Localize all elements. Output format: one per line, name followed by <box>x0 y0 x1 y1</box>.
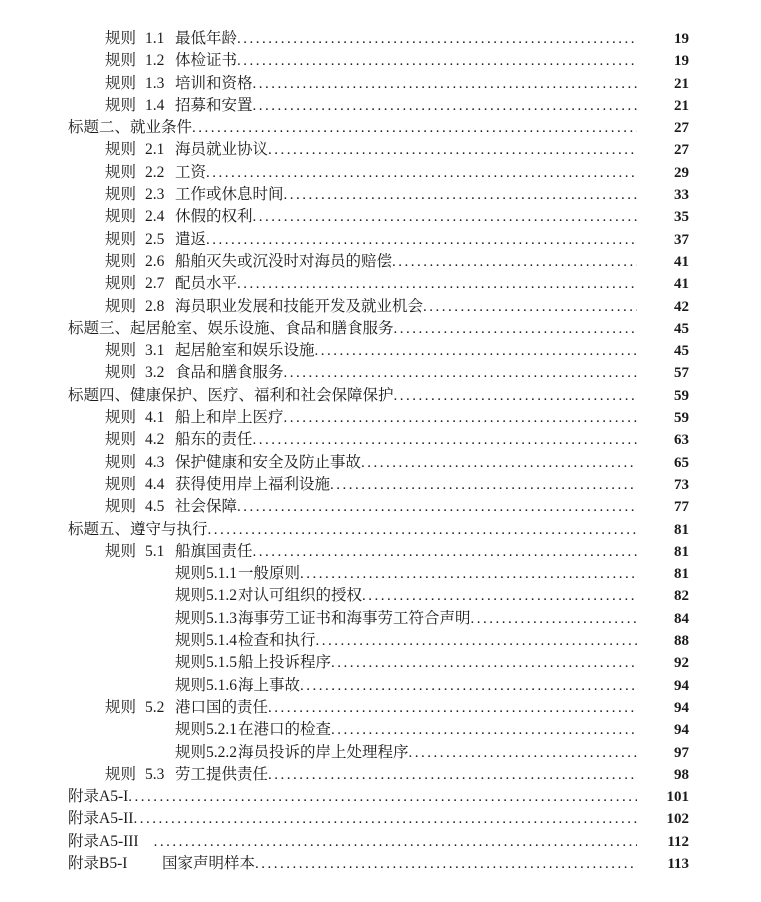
rule-label: 规则5.1.5 <box>175 654 238 672</box>
entry-title: 检查和执行 <box>238 632 316 650</box>
page-number: 27 <box>674 120 689 137</box>
rule-label: 规则 <box>105 186 137 204</box>
toc-row <box>0 717 761 739</box>
page-number: 98 <box>674 766 689 783</box>
rule-label: 规则 <box>105 698 137 716</box>
page-number: 81 <box>674 543 689 560</box>
dot-leader <box>253 208 637 226</box>
rule-label: 规则5.1.4 <box>175 632 238 650</box>
dot-leader <box>206 231 637 249</box>
toc-row <box>0 405 761 427</box>
toc-row <box>0 383 761 405</box>
entry-title: 劳工提供责任 <box>175 765 269 783</box>
dot-leader <box>208 521 637 539</box>
page-number: 65 <box>674 454 689 471</box>
page-number: 45 <box>674 343 689 360</box>
toc-row <box>0 695 761 717</box>
dot-leader <box>133 810 637 828</box>
dot-leader <box>237 275 637 293</box>
entry-title: 附录A5-II <box>68 810 134 828</box>
rule-number: 4.3 <box>145 453 165 471</box>
rule-label: 规则 <box>105 364 137 382</box>
toc-row <box>0 673 761 695</box>
dot-leader <box>394 320 637 338</box>
entry-title: 培训和资格 <box>175 74 253 92</box>
entry-title: 休假的权利 <box>175 208 253 226</box>
entry-title: 标题三、起居舱室、娱乐设施、食品和膳食服务 <box>68 319 394 337</box>
entry-title: 标题二、就业条件 <box>68 119 193 137</box>
rule-label: 规则 <box>105 30 137 47</box>
entry-title: 海事劳工证书和海事劳工符合声明 <box>238 609 471 627</box>
page-number: 81 <box>674 521 689 538</box>
page-number: 92 <box>674 655 689 672</box>
dot-leader <box>253 543 637 561</box>
page-number: 19 <box>674 53 689 70</box>
page-number: 63 <box>674 432 689 449</box>
dot-leader <box>362 587 637 605</box>
toc-row <box>0 316 761 338</box>
rule-label: 规则5.2.1 <box>175 721 238 739</box>
rule-label: 规则 <box>105 765 137 783</box>
page-number: 81 <box>674 566 689 583</box>
toc-row <box>0 271 761 293</box>
entry-title: 在港口的检查 <box>238 721 332 739</box>
rule-label: 规则 <box>105 297 137 315</box>
dot-leader <box>253 431 637 449</box>
page-number: 59 <box>674 387 689 404</box>
entry-title: 获得使用岸上福利设施 <box>175 475 331 493</box>
entry-title: 船舶灭失或沉没时对海员的赔偿 <box>175 252 393 270</box>
dot-leader <box>315 342 637 360</box>
dot-leader <box>268 766 637 784</box>
rule-number: 4.1 <box>145 409 165 427</box>
entry-title: 标题五、遵守与执行 <box>68 520 208 538</box>
page-number: 101 <box>666 789 689 806</box>
entry-title: 船旗国责任 <box>175 542 253 560</box>
page-number: 19 <box>674 31 689 47</box>
entry-title: 招募和安置 <box>175 96 253 114</box>
rule-number: 3.1 <box>145 342 165 360</box>
entry-title: 起居舱室和娱乐设施 <box>175 342 315 360</box>
entry-title: 船上投诉程序 <box>238 654 332 672</box>
rule-label: 规则 <box>105 453 137 471</box>
entry-title: 工资 <box>175 163 207 181</box>
page-number: 77 <box>674 499 689 516</box>
dot-leader <box>253 97 637 115</box>
toc-row <box>0 517 761 539</box>
rule-label: 规则5.1.1 <box>175 565 238 583</box>
page-number: 112 <box>667 833 689 850</box>
entry-title: 遣返 <box>175 230 207 248</box>
page-number: 57 <box>674 365 689 382</box>
dot-leader <box>253 75 637 93</box>
page-number: 94 <box>674 722 689 739</box>
page-number: 59 <box>674 410 689 427</box>
dot-leader <box>128 788 637 806</box>
dot-leader <box>331 654 637 672</box>
dot-leader <box>268 699 637 717</box>
rule-label: 规则 <box>105 96 137 114</box>
rule-number: 2.2 <box>145 163 165 181</box>
toc-row <box>0 561 761 583</box>
rule-number: 2.4 <box>145 208 165 226</box>
rule-number: 4.5 <box>145 498 165 516</box>
dot-leader <box>392 253 637 271</box>
toc-row <box>0 26 761 48</box>
page-number: 45 <box>674 320 689 337</box>
rule-label: 规则 <box>105 409 137 427</box>
rule-number: 2.6 <box>145 252 165 270</box>
dot-leader <box>154 833 637 851</box>
toc-row <box>0 472 761 494</box>
dot-leader <box>192 119 637 137</box>
dot-leader <box>284 409 637 427</box>
rule-label: 规则 <box>105 52 137 70</box>
rule-label: 规则5.2.2 <box>175 743 238 761</box>
toc-row <box>0 227 761 249</box>
entry-title: 海员就业协议 <box>175 141 269 159</box>
toc-row <box>0 160 761 182</box>
dot-leader <box>237 30 637 48</box>
dot-leader <box>237 52 637 70</box>
dot-leader <box>394 387 637 405</box>
dot-leader <box>361 454 637 472</box>
rule-number: 2.5 <box>145 230 165 248</box>
rule-number: 2.7 <box>145 275 165 293</box>
toc-row <box>0 539 761 561</box>
page-number: 73 <box>674 476 689 493</box>
dot-leader <box>300 565 637 583</box>
rule-label: 规则 <box>105 230 137 248</box>
dot-leader <box>331 721 637 739</box>
rule-number: 1.1 <box>145 30 165 47</box>
page-number: 113 <box>667 855 689 872</box>
entry-title: 食品和膳食服务 <box>175 364 284 382</box>
rule-label: 规则 <box>105 275 137 293</box>
toc-row <box>0 137 761 159</box>
rule-label: 规则 <box>105 498 137 516</box>
page-number: 35 <box>674 209 689 226</box>
page-number: 33 <box>674 187 689 204</box>
rule-label: 规则 <box>105 208 137 226</box>
page-number: 29 <box>674 164 689 181</box>
rule-label: 规则5.1.2 <box>175 587 238 605</box>
page-number: 37 <box>674 231 689 248</box>
toc-row <box>0 628 761 650</box>
dot-leader <box>409 744 637 762</box>
toc-row <box>0 851 761 873</box>
toc-row <box>0 427 761 449</box>
page-number: 42 <box>674 298 689 315</box>
toc-row <box>0 338 761 360</box>
entry-title: 标题四、健康保护、医疗、福利和社会保障保护 <box>68 386 394 404</box>
toc-row <box>0 583 761 605</box>
toc-row <box>0 762 761 784</box>
rule-label: 规则 <box>105 141 137 159</box>
toc-row <box>0 450 761 472</box>
entry-title: 配员水平 <box>175 275 238 293</box>
toc-row <box>0 650 761 672</box>
page-number: 41 <box>674 253 689 270</box>
page-number: 82 <box>674 588 689 605</box>
dot-leader <box>206 164 637 182</box>
rule-label: 规则5.1.6 <box>175 676 238 694</box>
toc-row <box>0 48 761 70</box>
rule-number: 4.4 <box>145 475 165 493</box>
rule-number: 2.8 <box>145 297 165 315</box>
entry-title: 社会保障 <box>175 498 238 516</box>
dot-leader <box>255 855 637 873</box>
rule-number: 1.2 <box>145 52 165 70</box>
rule-number: 1.4 <box>145 96 165 114</box>
rule-label: 规则 <box>105 342 137 360</box>
entry-title: 船东的责任 <box>175 431 253 449</box>
page-number: 102 <box>666 811 689 828</box>
dot-leader <box>284 186 637 204</box>
rule-label: 附录B5-I <box>68 854 128 872</box>
entry-title: 海员职业发展和技能开发及就业机会 <box>175 297 424 315</box>
entry-title: 船上和岸上医疗 <box>175 409 284 427</box>
toc-row <box>0 249 761 271</box>
rule-number: 2.1 <box>145 141 165 159</box>
toc-row <box>0 494 761 516</box>
entry-title: 工作或休息时间 <box>175 186 284 204</box>
entry-title: 对认可组织的授权 <box>238 587 363 605</box>
toc-row <box>0 93 761 115</box>
page-number: 27 <box>674 142 689 159</box>
page-number: 88 <box>674 633 689 650</box>
toc-row <box>0 806 761 828</box>
entry-title: 一般原则 <box>238 565 301 583</box>
entry-title: 港口国的责任 <box>175 698 269 716</box>
rule-number: 1.3 <box>145 74 165 92</box>
rule-number: 5.2 <box>145 698 165 716</box>
toc-row <box>0 606 761 628</box>
page-number: 97 <box>674 744 689 761</box>
entry-title: 附录A5-III <box>68 832 139 850</box>
toc-row <box>0 294 761 316</box>
rule-label: 规则 <box>105 475 137 493</box>
rule-number: 5.1 <box>145 542 165 560</box>
toc-row <box>0 784 761 806</box>
entry-title: 国家声明样本 <box>162 854 256 872</box>
dot-leader <box>237 498 637 516</box>
rule-label: 规则 <box>105 542 137 560</box>
rule-number: 4.2 <box>145 431 165 449</box>
dot-leader <box>284 364 637 382</box>
toc-row <box>0 204 761 226</box>
page-number: 21 <box>674 75 689 92</box>
dot-leader <box>423 298 637 316</box>
entry-title: 附录A5-I <box>68 788 129 806</box>
rule-label: 规则 <box>105 163 137 181</box>
entry-title: 最低年龄 <box>175 30 238 47</box>
entry-title: 海上事故 <box>238 676 301 694</box>
dot-leader <box>316 632 637 650</box>
page-number: 41 <box>674 276 689 293</box>
rule-number: 3.2 <box>145 364 165 382</box>
page-number: 21 <box>674 97 689 114</box>
page-number: 94 <box>674 699 689 716</box>
rule-number: 2.3 <box>145 186 165 204</box>
toc-row <box>0 360 761 382</box>
toc-row <box>0 740 761 762</box>
toc-row <box>0 829 761 851</box>
page-number: 94 <box>674 677 689 694</box>
page-number: 84 <box>674 610 689 627</box>
rule-label: 规则 <box>105 74 137 92</box>
rule-number: 5.3 <box>145 765 165 783</box>
entry-title: 海员投诉的岸上处理程序 <box>238 743 409 761</box>
dot-leader <box>300 677 637 695</box>
entry-title: 保护健康和安全及防止事故 <box>175 453 362 471</box>
rule-label: 规则 <box>105 252 137 270</box>
toc-row <box>0 71 761 93</box>
toc-row <box>0 115 761 137</box>
dot-leader <box>471 610 637 628</box>
entry-title: 体检证书 <box>175 52 238 70</box>
dot-leader <box>330 476 637 494</box>
toc-row <box>0 182 761 204</box>
dot-leader <box>268 141 637 159</box>
rule-label: 规则 <box>105 431 137 449</box>
rule-label: 规则5.1.3 <box>175 609 238 627</box>
